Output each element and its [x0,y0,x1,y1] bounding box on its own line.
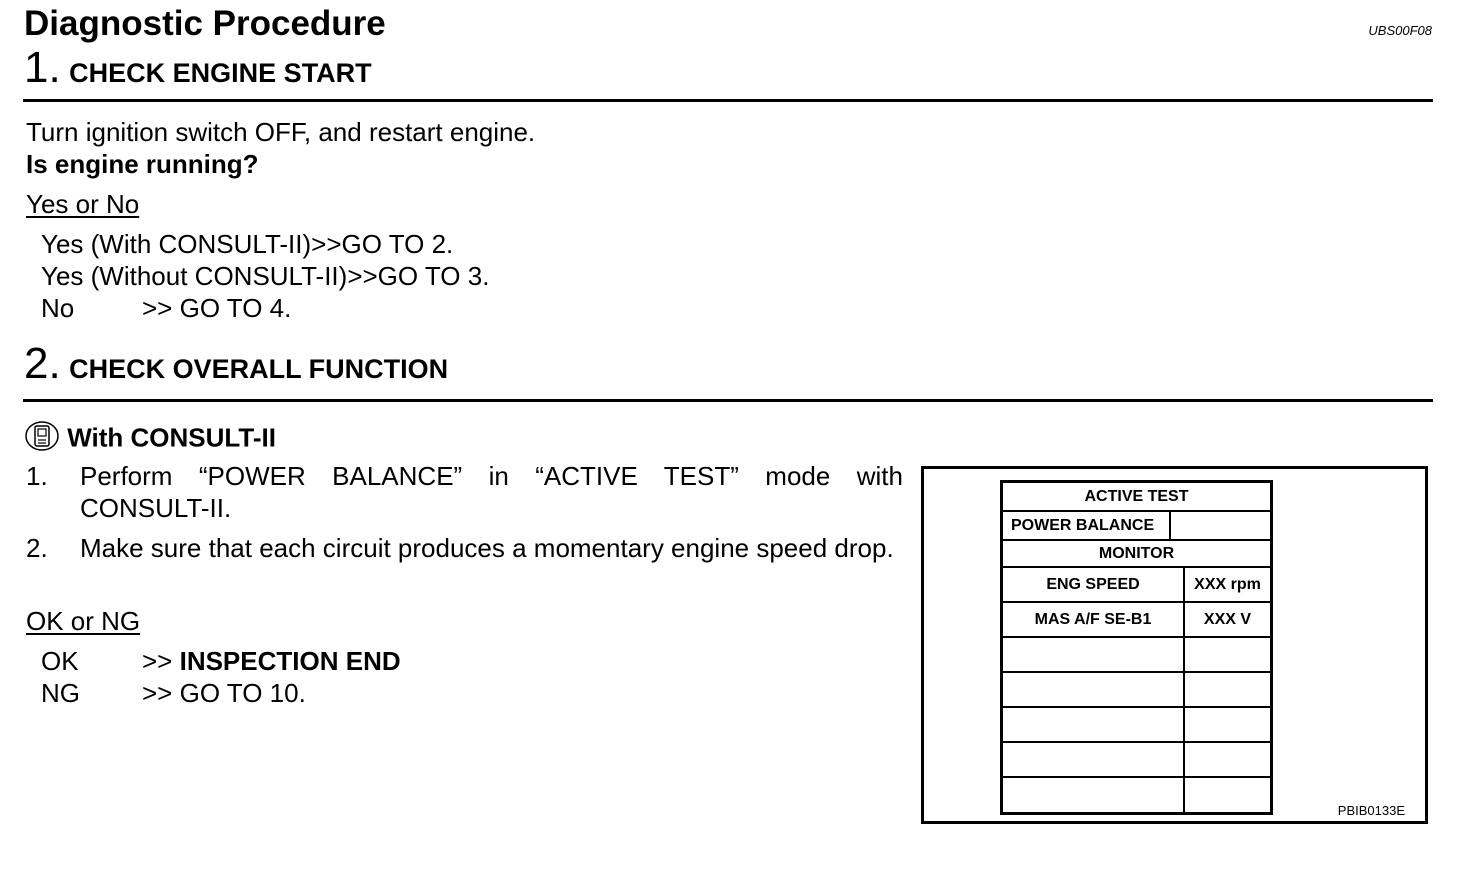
step1-outcome [41,228,453,260]
empty-cell [1003,673,1185,706]
step2-heading [24,339,449,388]
step2-item-number: 1. [26,461,48,491]
empty-cell [1185,673,1270,706]
monitor-data-row [1003,603,1270,638]
step2-item-text: Make sure that each circuit produces a momentary engine speed drop. [80,533,894,563]
step2-item-text: Perform “POWER BALANCE” in “ACTIVE TEST” mode with CONSULT-II. [80,461,903,523]
step1-outcome [41,260,489,292]
monitor-value: XXX rpm [1194,575,1261,593]
monitor-row [1003,541,1270,568]
monitor-label: MONITOR [1098,544,1175,562]
figure-code: PBIB0133E [1337,803,1405,818]
consult-tester-icon [24,420,60,459]
outcome-result: >> [142,646,180,676]
monitor-item: MAS A/F SE-B1 [1003,603,1185,636]
step2-answer-label: OK or NG [26,606,141,636]
outcome-result-bold: INSPECTION END [179,646,401,676]
outcome-result: >> GO TO 10. [142,678,306,708]
empty-row [1003,638,1270,673]
step1-title: CHECK ENGINE START [69,58,372,88]
step2-outcome [41,645,401,677]
empty-cell [1185,778,1270,812]
consult-heading [24,420,276,459]
test-name: POWER BALANCE [1003,512,1171,539]
document-id: UBS00F08 [1368,23,1432,38]
empty-row [1003,673,1270,708]
empty-row [1003,743,1270,778]
outcome-result: >> GO TO 4. [142,293,292,323]
step2-outcome [41,677,306,709]
monitor-data-row [1003,568,1270,603]
outcome-key: No [41,293,75,323]
step1-instruction: Turn ignition switch OFF, and restart engine. [26,117,536,147]
empty-cell [1003,743,1185,776]
step1-question: Is engine running? [26,149,259,179]
test-name-row [1003,512,1270,541]
screen-title-row [1003,483,1270,512]
empty-cell [1003,708,1185,741]
step2-rule [23,399,1433,402]
outcome-key: NG [41,678,80,708]
step2-title: CHECK OVERALL FUNCTION [69,354,449,384]
empty-cell [1185,743,1270,776]
step1-heading [24,43,372,92]
empty-cell [1003,638,1185,671]
empty-cell [1185,708,1270,741]
step2-item-number: 2. [26,533,48,563]
outcome-result: >>GO TO 2. [311,229,454,259]
test-value-cell [1171,512,1270,539]
empty-row [1003,778,1270,812]
monitor-value: XXX V [1203,610,1252,628]
monitor-item: ENG SPEED [1003,568,1185,601]
empty-cell [1185,638,1270,671]
step1-rule [23,99,1433,102]
step2-number: 2. [24,339,61,388]
outcome-result: >>GO TO 3. [347,261,490,291]
active-test-screen [1000,480,1273,815]
step1-outcome [41,292,291,324]
outcome-key: OK [41,646,79,676]
outcome-key: Yes (With CONSULT-II) [41,229,312,259]
outcome-key: Yes (Without CONSULT-II) [41,261,348,291]
consult-screen-figure [921,466,1428,824]
consult-label: With CONSULT-II [67,422,276,453]
step1-number: 1. [24,43,61,92]
step1-answer-label: Yes or No [26,189,140,219]
empty-cell [1003,778,1185,812]
page-title: Diagnostic Procedure [24,4,386,43]
empty-row [1003,708,1270,743]
screen-title: ACTIVE TEST [1084,487,1189,505]
